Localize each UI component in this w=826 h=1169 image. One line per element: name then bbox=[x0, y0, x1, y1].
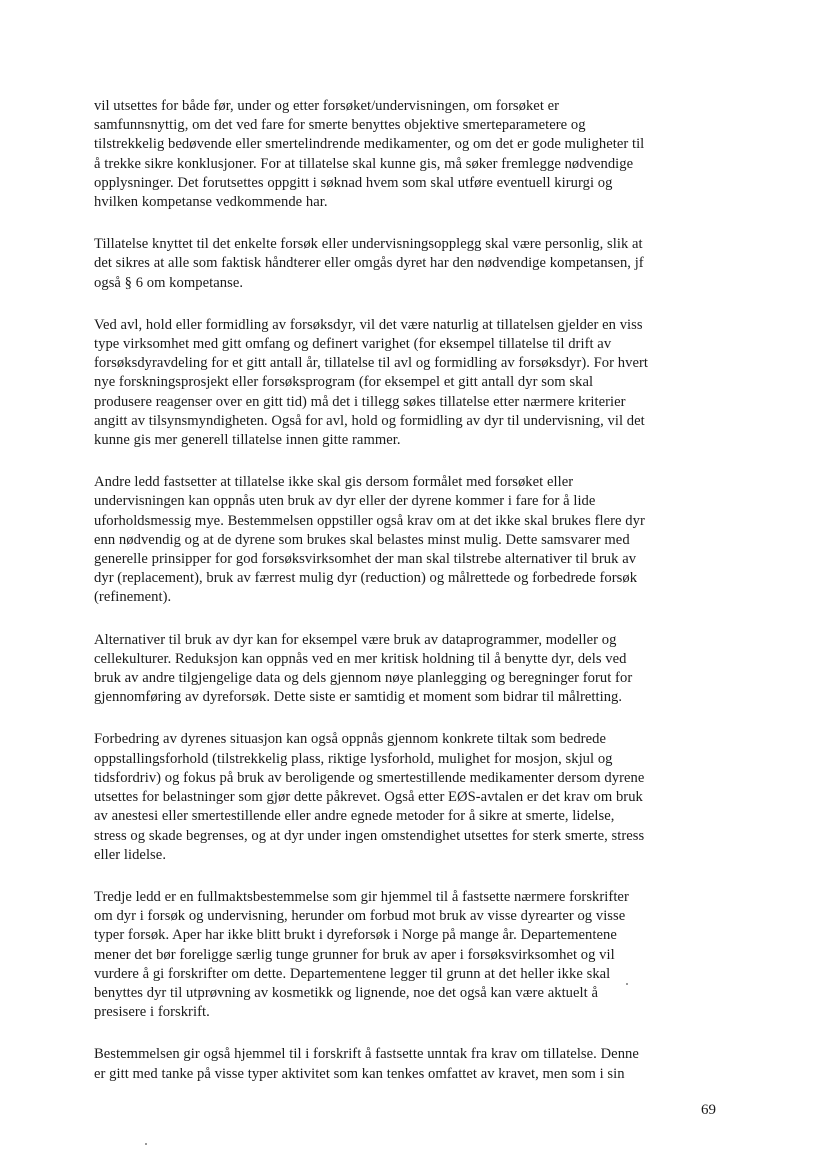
paragraph-2: Tillatelse knyttet til det enkelte forsøk eller undervisningsopplegg skal være personlig, slik at det sikres at alle som faktisk håndterer eller omgås dyret har den nødvendige kompetansen, jf også § 6 om kompetanse. bbox=[94, 236, 644, 291]
body-text bbox=[94, 97, 726, 1107]
scan-speck bbox=[626, 983, 628, 985]
paragraph-5: Alternativer til bruk av dyr kan for eksempel være bruk av dataprogrammer, modeller og cellekulturer. Reduksjon kan oppnås ved en mer kritisk holdning til å benytte dyr, dels ved bruk av andre tilgjengelige data og dels gjennom nøye planlegging og beregninger forut for gjennomføring av dyreforsøk. Dette siste er samtidig et moment som bidrar til målretting. bbox=[94, 631, 633, 706]
paragraph-7: Tredje ledd er en fullmaktsbestemmelse som gir hjemmel til å fastsette nærmere forskrifter om dyr i forsøk og undervisning, herunder om forbud mot bruk av visse dyrearter og visse typer forsøk. Aper har ikke blitt brukt i dyreforsøk i Norge på mange år. Departementene mener det bør foreligge særlig tunge grunner for bruk av aper i forsøksvirksomhet og vil vurdere å gi forskrifter om dette. Departementene legger til grunn at det heller ikke skal benyttes dyr til utprøvning av kosmetikk og lignende, noe det også kan være aktuelt å presisere i forskrift. bbox=[94, 888, 629, 1021]
paragraph-4: Andre ledd fastsetter at tillatelse ikke skal gis dersom formålet med forsøket eller undervisningen kan oppnås uten bruk av dyr eller der dyrene kommer i fare for å lide uforholdsmessig mye. Bestemmelsen oppstiller også krav om at det ikke skal brukes flere dyr enn nødvendig og at de dyrene som brukes skal belastes minst mulig. Dette samsvarer med generelle prinsipper for god forsøksvirksomhet der man skal tilstrebe alternativer til bruk av dyr (replacement), bruk av færrest mulig dyr (reduction) og målrettede og forbedrede forsøk (refinement). bbox=[94, 474, 645, 606]
paragraph-8: Bestemmelsen gir også hjemmel til i forskrift å fastsette unntak fra krav om tillatelse. Denne er gitt med tanke på visse typer aktivitet som kan tenkes omfattet av kravet, men som i sin bbox=[94, 1046, 639, 1082]
paragraph-3: Ved avl, hold eller formidling av forsøksdyr, vil det være naturlig at tillatelsen gjelder en viss type virksomhet med gitt omfang og definert varighet (for eksempel tillatelse til drift av forsøksdyravdeling for et gitt antall år, tillatelse til avl og formidling av forsøksdyr). For hvert nye forskningsprosjekt eller forsøksprogram (for eksempel et gitt antall dyr som skal produsere reagenser over en gitt tid) må det i tillegg søkes tillatelse etter nærmere kriterier angitt av tilsynsmyndigheten. Også for avl, hold og formidling av dyr til undervisning, vil det kunne gis mer generell tillatelse innen gitte rammer. bbox=[94, 316, 648, 449]
scan-speck bbox=[145, 1143, 147, 1145]
paragraph-6: Forbedring av dyrenes situasjon kan også oppnås gjennom konkrete tiltak som bedrede oppstallingsforhold (tilstrekkelig plass, riktige lysforhold, mulighet for mosjon, skjul og tidsfordriv) og fokus på bruk av beroligende og smertestillende medikamenter dersom dyrene utsettes for belastninger som gjør dette påkrevet. Også etter EØS-avtalen er det krav om bruk av anestesi eller smertestillende eller andre egnede metoder for å sikre at smerte, lidelse, stress og skade begrenses, og at dyr under ingen omstendighet utsettes for sterk smerte, stress eller lidelse. bbox=[94, 731, 645, 863]
paragraph-1: vil utsettes for både før, under og etter forsøket/undervisningen, om forsøket er samfunnsnyttig, om det ved fare for smerte benyttes objektive smerteparametere og tilstrekkelig bedøvende eller smertelindrende medikamenter, og om det er gode muligheter til å trekke sikre konklusjoner. For at tillatelse skal kunne gis, må søker fremlegge nødvendige opplysninger. Det forutsettes oppgitt i søknad hvem som skal utføre eventuell kirurgi og hvilken kompetanse vedkommende har. bbox=[94, 98, 645, 211]
page-number: 69 bbox=[701, 1102, 716, 1118]
